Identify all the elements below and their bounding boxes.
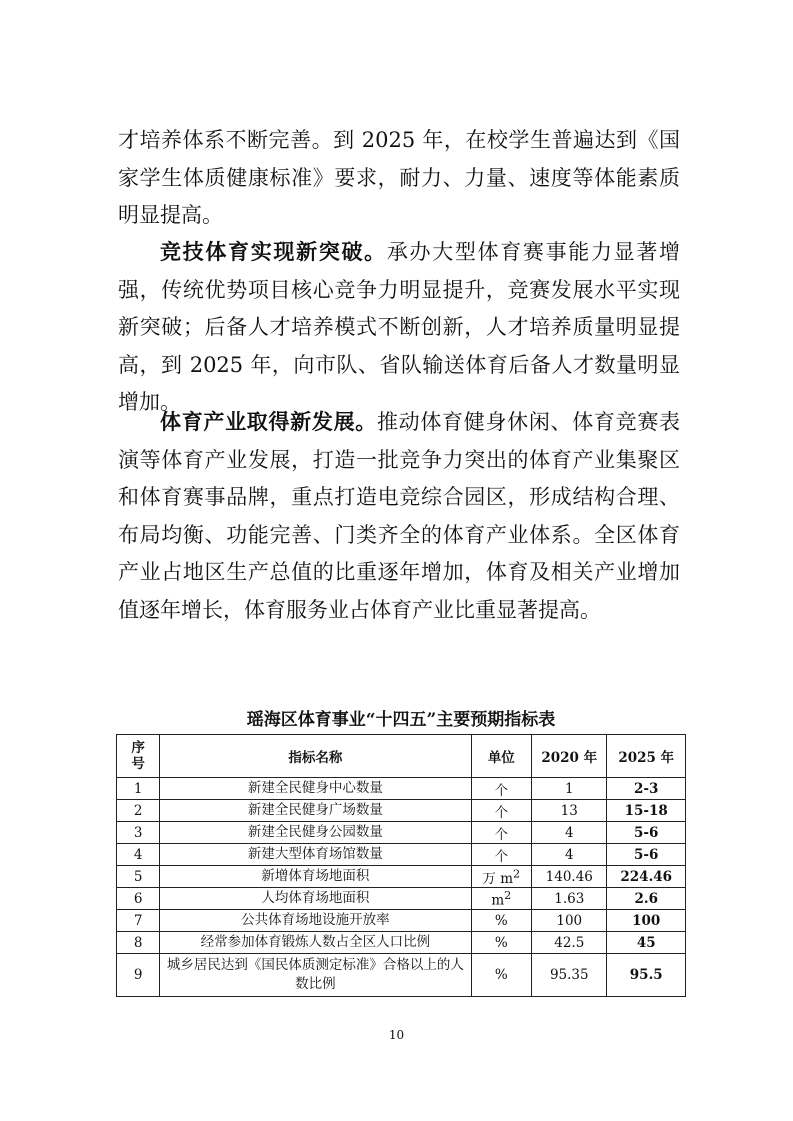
cell-unit: [471, 954, 532, 997]
header-unit: 单位: [471, 735, 532, 778]
table-row: [117, 910, 686, 932]
table-row: [117, 844, 686, 866]
cell-value-2025: [607, 800, 686, 822]
cell-no-text: 8: [133, 934, 143, 951]
header-no-line1: 序: [131, 740, 145, 756]
cell-value-2020: [532, 932, 607, 954]
cell-unit: [471, 822, 532, 844]
cell-indicator-name: [160, 932, 471, 954]
cell-value-2020: [532, 888, 607, 910]
cell-unit-text: 个: [494, 782, 509, 799]
cell-no-text: 7: [133, 912, 143, 929]
cell-no: [117, 888, 160, 910]
cell-no: [117, 844, 160, 866]
cell-no: [117, 866, 160, 888]
cell-no: [117, 932, 160, 954]
cell-value-2020-text: 1: [564, 780, 574, 797]
cell-indicator-name: [160, 844, 471, 866]
cell-value-2020: [532, 954, 607, 997]
paragraph-intro-continuation: 才培养体系不断完善。到 2025 年，在校学生普遍达到《国家学生体质健康标准》要求，耐力、力量、速度等体能素质明显提高。: [118, 128, 680, 227]
cell-indicator-name-text: 新增体育场地面积: [261, 868, 370, 884]
cell-indicator-name: [160, 910, 471, 932]
cell-value-2020-text: 140.46: [545, 868, 593, 885]
table-row: [117, 778, 686, 800]
cell-no: [117, 910, 160, 932]
cell-no: [117, 954, 160, 997]
cell-no-text: 4: [133, 846, 143, 863]
cell-value-2020-text: 4: [564, 824, 574, 841]
cell-value-2025: [607, 954, 686, 997]
cell-no-text: 2: [133, 802, 143, 819]
table-title: 瑶海区体育事业“十四五”主要预期指标表: [246, 710, 556, 730]
header-no: [117, 735, 160, 778]
header-no-line2: 号: [131, 756, 145, 772]
cell-value-2025: [607, 778, 686, 800]
cell-indicator-name-text: 经常参加体育锻炼人数占全区人口比例: [200, 934, 431, 950]
cell-no-text: 3: [133, 824, 143, 841]
cell-value-2020-text: 42.5: [554, 934, 585, 951]
table-body: [117, 778, 686, 997]
cell-unit: [471, 844, 532, 866]
cell-indicator-name-text: 新建全民健身广场数量: [247, 802, 383, 818]
table-row: [117, 800, 686, 822]
cell-unit: [471, 932, 532, 954]
cell-indicator-name: [160, 866, 471, 888]
cell-value-2020-text: 100: [556, 912, 583, 929]
cell-indicator-name: [160, 778, 471, 800]
cell-no: [117, 800, 160, 822]
cell-indicator-name-text: 新建大型体育场馆数量: [247, 846, 383, 862]
cell-value-2025-text: 45: [636, 934, 656, 951]
cell-value-2025: [607, 932, 686, 954]
cell-value-2020: [532, 910, 607, 932]
cell-no: [117, 822, 160, 844]
cell-value-2025-text: 2-3: [634, 780, 659, 797]
table-row: [117, 932, 686, 954]
cell-value-2025: [607, 866, 686, 888]
cell-unit: [471, 866, 532, 888]
header-name: 指标名称: [160, 735, 471, 778]
table-header-row: [117, 735, 686, 778]
table-row: [117, 822, 686, 844]
cell-unit-text: %: [494, 967, 508, 983]
cell-value-2020-text: 4: [564, 846, 574, 863]
cell-indicator-name: [160, 800, 471, 822]
cell-unit-text: 个: [494, 848, 509, 865]
cell-indicator-name-text: 公共体育场地设施开放率: [241, 912, 390, 928]
cell-value-2025: [607, 822, 686, 844]
cell-unit: [471, 778, 532, 800]
table-row: [117, 866, 686, 888]
page-number: 10: [388, 1028, 405, 1042]
cell-value-2020-text: 95.35: [549, 967, 589, 983]
cell-value-2025: [607, 910, 686, 932]
cell-value-2020: [532, 778, 607, 800]
cell-value-2025-text: 5-6: [634, 846, 659, 863]
cell-unit-text: %: [494, 912, 508, 929]
table-row: [117, 888, 686, 910]
cell-value-2025-text: 2.6: [634, 890, 658, 907]
indicators-table: [116, 734, 686, 997]
table-row: [117, 954, 686, 997]
cell-value-2020-text: 1.63: [554, 890, 585, 907]
cell-indicator-name-text: 新建全民健身中心数量: [247, 780, 383, 796]
header-2025: 2025 年: [607, 735, 686, 778]
cell-unit: [471, 800, 532, 822]
header-2020: 2020 年: [532, 735, 607, 778]
cell-value-2020-text: 13: [560, 802, 578, 819]
paragraph-sports-industry: [118, 403, 680, 629]
unit-superscript: 2: [513, 867, 521, 880]
cell-value-2025-text: 5-6: [634, 824, 659, 841]
unit-superscript: 2: [504, 888, 512, 902]
cell-value-2025-text: 95.5: [629, 967, 663, 983]
cell-no-text: 5: [133, 868, 143, 885]
cell-indicator-name-text: 人均体育场地面积: [261, 890, 370, 906]
cell-value-2020: [532, 800, 607, 822]
paragraph-body-sports-industry: 推动体育健身休闲、体育竞赛表演等体育产业发展，打造一批竞争力突出的体育产业集聚区和体育赛事品牌，重点打造电竞综合园区，形成结构合理、布局均衡、功能完善、门类齐全的体育产业体系。全区体育产业占地区生产总值的比重逐年增加，体育及相关产业增加值逐年增长，体育服务业占体育产业比重显著提高。: [118, 410, 681, 622]
cell-no-text: 1: [133, 780, 143, 797]
cell-unit: [471, 888, 532, 910]
cell-value-2020: [532, 822, 607, 844]
cell-unit-text: 个: [494, 804, 509, 821]
cell-value-2025: [607, 844, 686, 866]
paragraph-heading-competitive-sports: 竞技体育实现新突破。: [160, 239, 387, 264]
cell-unit-text: %: [494, 934, 508, 951]
cell-no-text: 9: [133, 967, 143, 983]
cell-indicator-name: [160, 822, 471, 844]
cell-value-2025: [607, 888, 686, 910]
cell-value-2020: [532, 844, 607, 866]
cell-indicator-name: [160, 954, 471, 997]
paragraph-heading-sports-industry: 体育产业取得新发展。: [160, 409, 377, 434]
cell-value-2025-text: 15-18: [624, 802, 668, 819]
cell-unit-text: 万 m: [482, 870, 514, 887]
cell-unit-text: m: [491, 892, 505, 909]
cell-unit: [471, 910, 532, 932]
cell-unit-text: 个: [494, 826, 509, 843]
paragraph-body-competitive-sports: 承办大型体育赛事能力显著增强，传统优势项目核心竞争力明显提升，竞赛发展水平实现新突破；后备人才培养模式不断创新，人才培养质量明显提高，到 2025 年，向市队、省队输送体育后备人才数量明显增加。: [118, 240, 681, 414]
paragraph-competitive-sports: [118, 233, 680, 422]
cell-indicator-name: [160, 888, 471, 910]
cell-value-2020: [532, 866, 607, 888]
cell-indicator-name-text: 新建全民健身公园数量: [247, 824, 383, 840]
cell-value-2025-text: 224.46: [620, 868, 673, 885]
cell-no-text: 6: [133, 890, 143, 907]
cell-indicator-name-text: 城乡居民达到《国民体质测定标准》合格以上的人数比例: [166, 957, 464, 992]
cell-no: [117, 778, 160, 800]
cell-value-2025-text: 100: [632, 912, 661, 929]
